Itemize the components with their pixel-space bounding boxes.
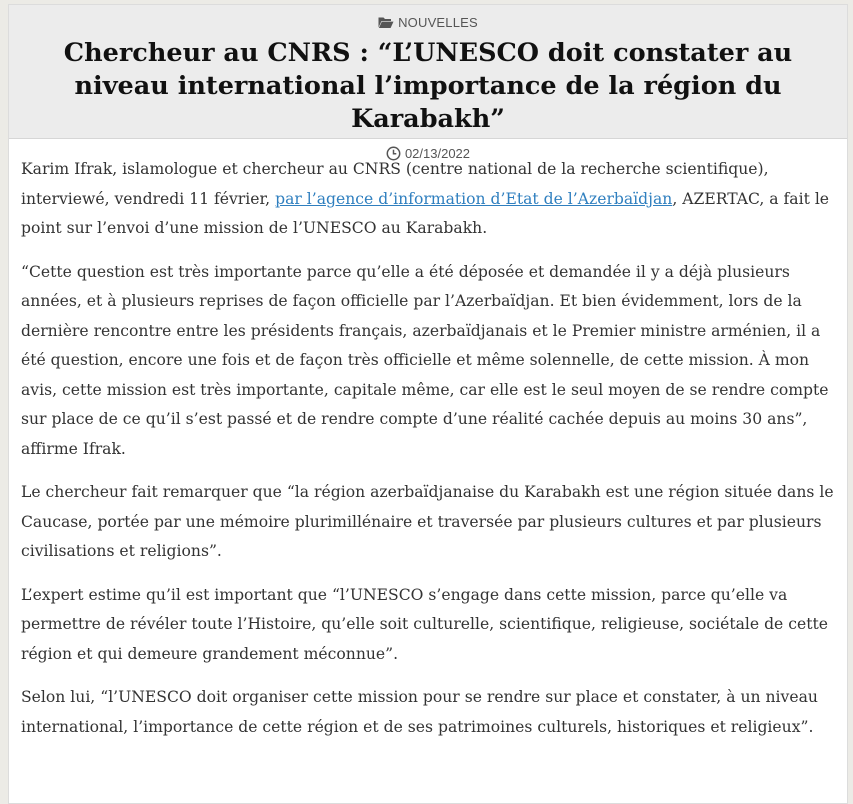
article-title: Chercheur au CNRS : “L’UNESCO doit constater au niveau international l’importance de la région du Karabakh”	[63, 38, 793, 134]
paragraph-1-text-before: Karim Ifrak, islamologue et chercheur au CNRS (centre national de la recherche scientifique), interviewé, vendredi 11 février,	[21, 160, 769, 208]
paragraph-1	[21, 155, 835, 244]
paragraph-2: “Cette question est très importante parce qu’elle a été déposée et demandée il y a déjà plusieurs années, et à plusieurs reprises de façon officielle par l’Azerbaïdjan. Et bien évidemment, lors de la dernière rencontre entre les présidents français, azerbaïdjanais et le Premier ministre arménien, il a été question, encore une fois et de façon très officielle et même solennelle, de cette mission. À mon avis, cette mission est très importante, capitale même, car elle est le seul moyen de se rendre compte sur place de ce qu’il s’est passé et de rendre compte d’une réalité cachée depuis au moins 30 ans”, affirme Ifrak.	[21, 262, 829, 458]
article-header	[9, 5, 847, 161]
paragraph-3: Le chercheur fait remarquer que “la région azerbaïdjanaise du Karabakh est une région située dans le Caucase, portée par une mémoire plurimillénaire et traversée par plusieurs cultures et par plusieurs civilisations et religions”.	[21, 483, 834, 560]
folder-open-icon	[378, 16, 394, 29]
article-card	[8, 4, 848, 804]
azertac-link[interactable]: par l’agence d’information d’Etat de l’Azerbaïdjan	[275, 189, 673, 208]
category-link[interactable]: NOUVELLES	[398, 14, 478, 30]
paragraph-5: Selon lui, “l’UNESCO doit organiser cette mission pour se rendre sur place et constater, à un niveau international, l’importance de cette région et de ses patrimoines culturels, historiques et religieux”.	[21, 688, 818, 736]
paragraph-4: L’expert estime qu’il est important que “l’UNESCO s’engage dans cette mission, parce qu’elle va permettre de révéler toute l’Histoire, qu’elle soit culturelle, scientifique, religieuse, sociétale de cette région et qui demeure grandement méconnue”.	[21, 585, 828, 663]
publish-date: 02/13/2022	[404, 145, 471, 161]
category-line	[9, 13, 847, 31]
paragraph-1-text-after: , AZERTAC, a fait le point sur l’envoi d’une mission de l’UNESCO au Karabakh.	[21, 189, 830, 237]
article-body	[9, 139, 847, 742]
